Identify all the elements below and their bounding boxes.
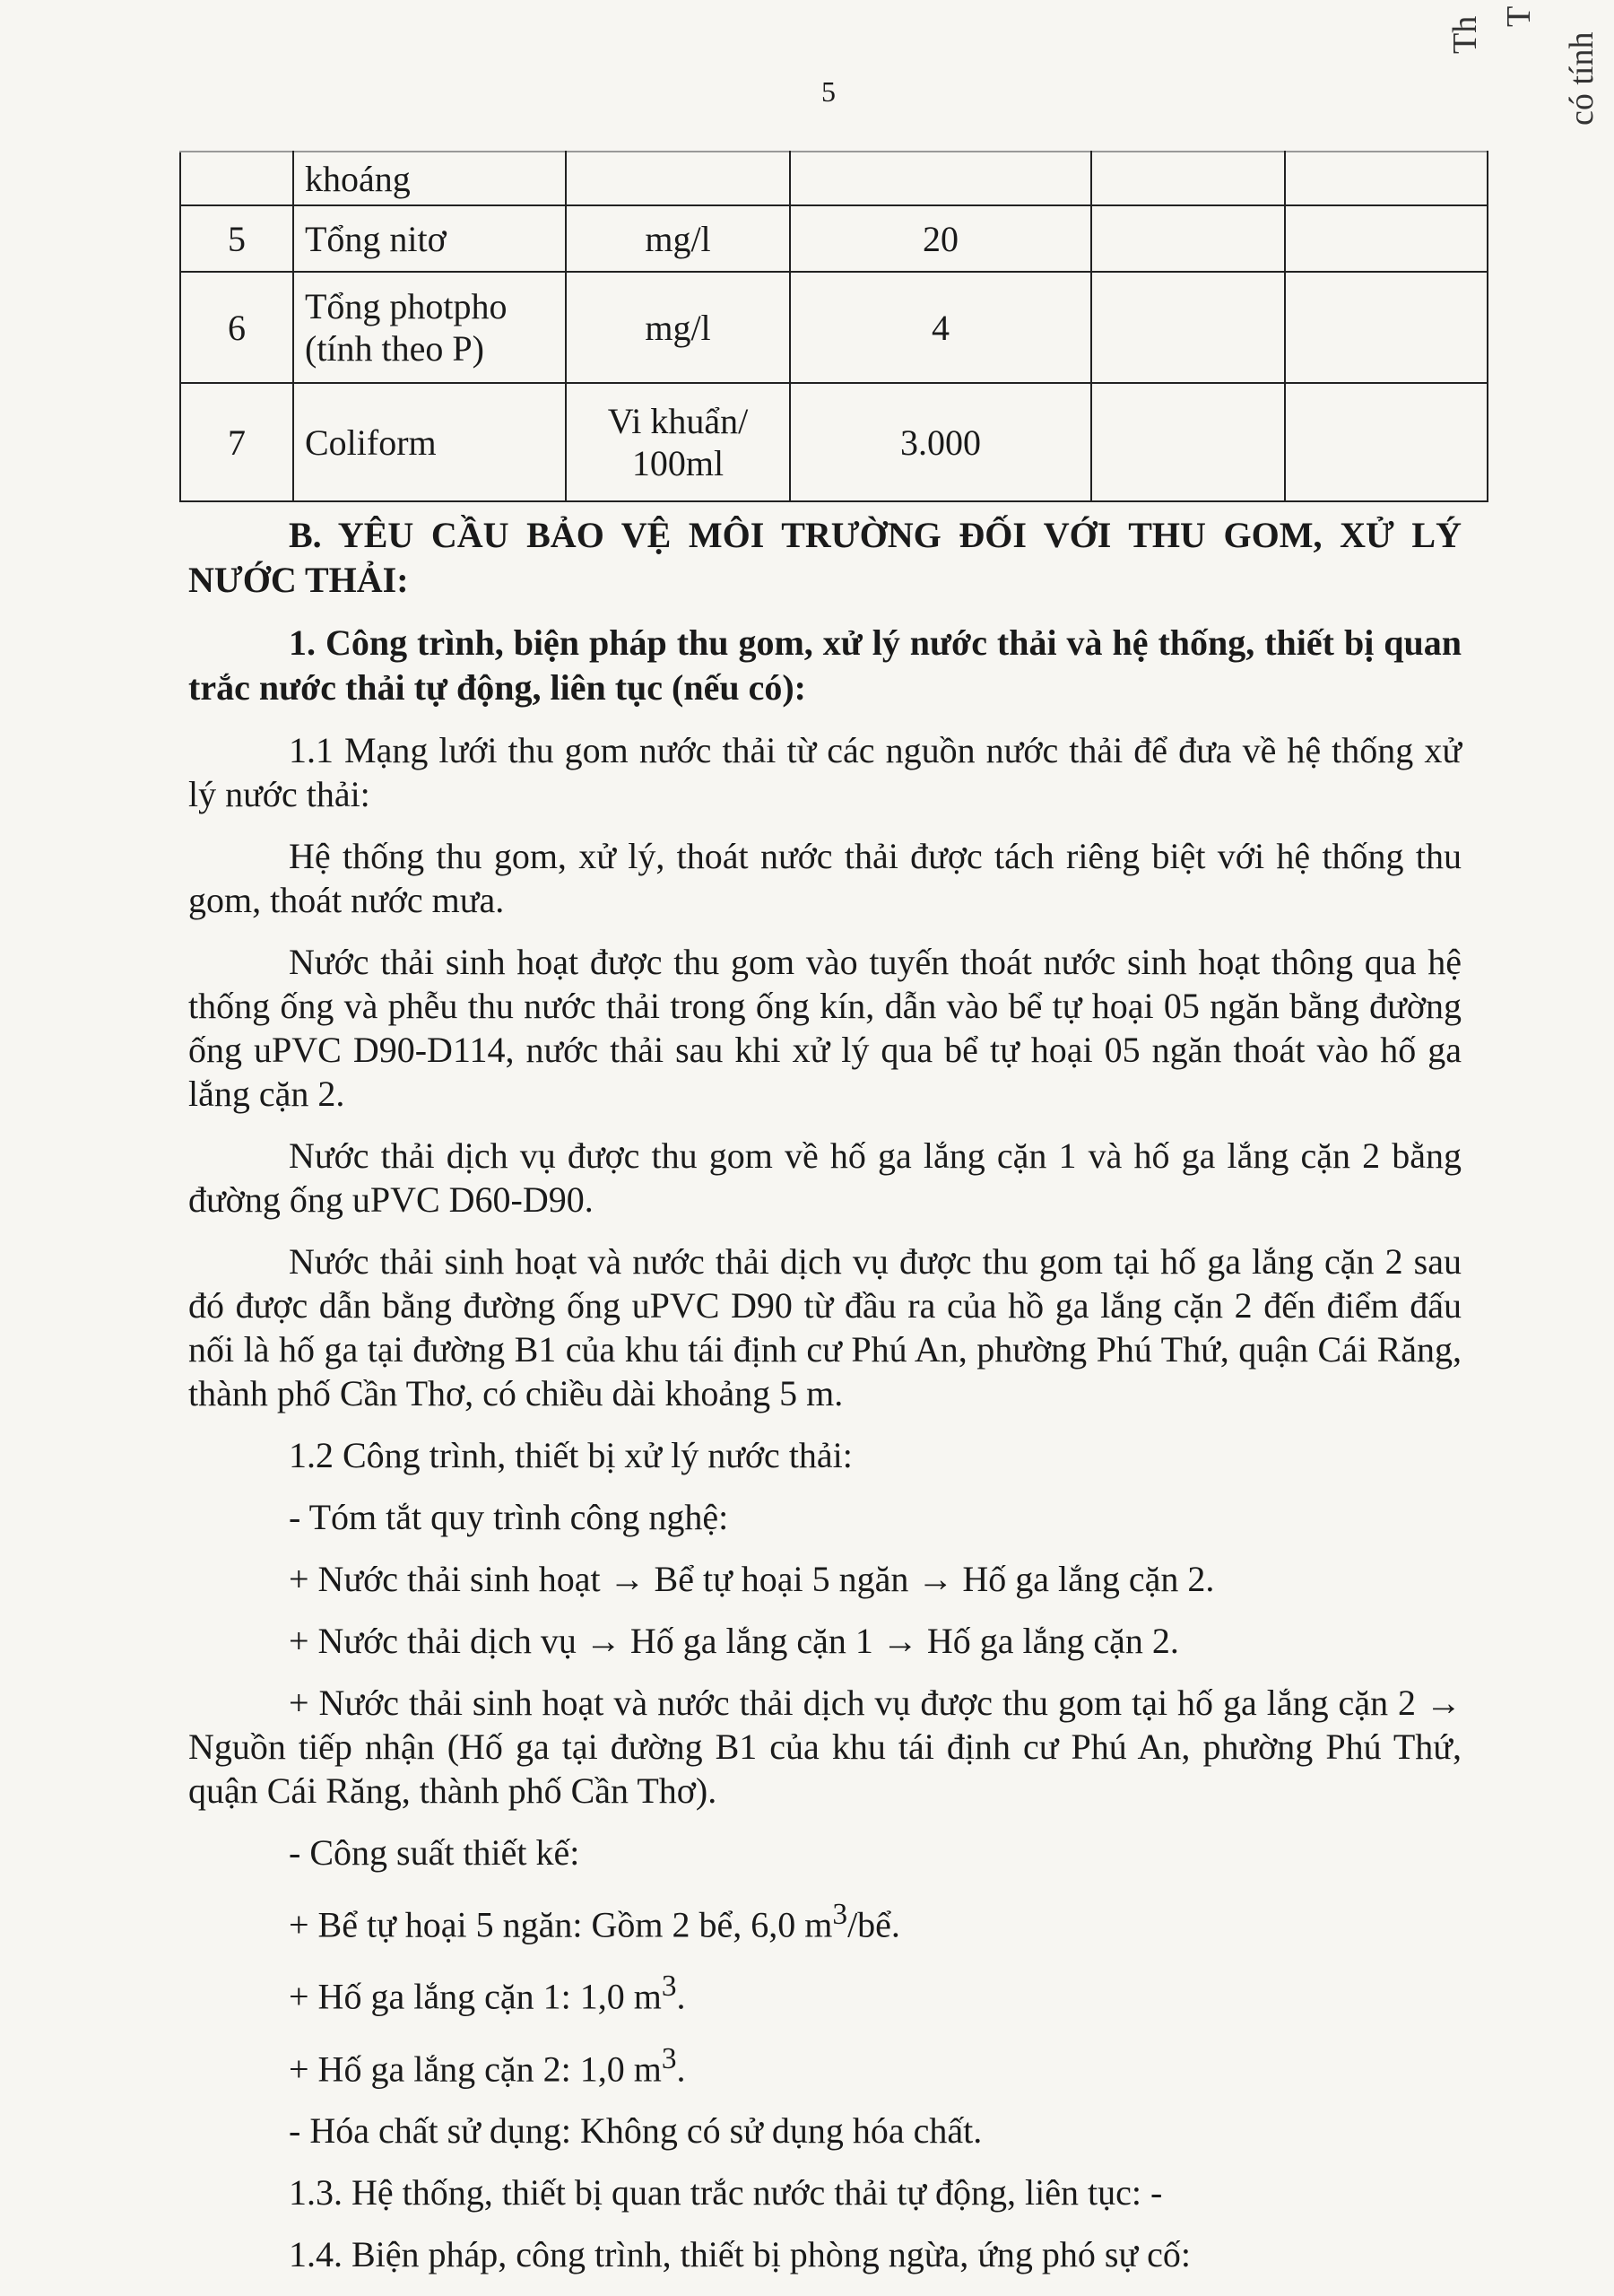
table-cell-empty — [1285, 383, 1488, 501]
table-cell-empty — [1091, 152, 1285, 205]
table-cell-stt: 6 — [180, 272, 293, 383]
superscript: 3 — [661, 2041, 677, 2075]
subsection-1-heading: 1. Công trình, biện pháp thu gom, xử lý nước thải và hệ thống, thiết bị quan trắc nước thải tự động, liên tục (nếu có): — [188, 622, 1462, 708]
capacity-text: . — [676, 2048, 686, 2089]
table-cell-unit — [566, 152, 790, 205]
table-cell-empty — [1285, 152, 1488, 205]
table-cell-unit: mg/l — [566, 272, 790, 383]
superscript: 3 — [832, 1898, 848, 1931]
paragraph-process-summary: - Tóm tắt quy trình công nghệ: — [289, 1497, 729, 1537]
capacity-item — [188, 1892, 1462, 1946]
paragraph-design-capacity: - Công suất thiết kế: — [289, 1832, 580, 1873]
table-cell-unit: mg/l — [566, 205, 790, 272]
table-row — [180, 383, 1488, 501]
paragraph-chemicals: - Hóa chất sử dụng: Không có sử dụng hóa chất. — [289, 2109, 983, 2151]
margin-text-fragment: Th — [1446, 15, 1484, 54]
margin-text-fragment: có tính — [1563, 31, 1601, 126]
capacity-item — [188, 1964, 1462, 2018]
parameter-table — [179, 151, 1488, 502]
table-cell-empty — [1285, 272, 1488, 383]
process-flow-item: + Nước thải sinh hoạt → Bể tự hoại 5 ngăn → Hố ga lắng cặn 2. — [289, 1559, 1215, 1599]
capacity-item — [188, 2037, 1462, 2091]
paragraph-1-3: 1.3. Hệ thống, thiết bị quan trắc nước thải tự động, liên tục: - — [289, 2171, 1163, 2213]
capacity-text: + Hố ga lắng cặn 1: 1,0 m — [289, 1976, 662, 2017]
capacity-text: . — [676, 1976, 686, 2017]
paragraph-1-4: 1.4. Biện pháp, công trình, thiết bị phòng ngừa, ứng phó sự cố: — [289, 2233, 1192, 2274]
table-cell-value — [790, 152, 1091, 205]
process-flow-item: + Nước thải sinh hoạt và nước thải dịch vụ được thu gom tại hố ga lắng cặn 2 → Nguồn tiếp nhận (Hố ga tại đường B1 của khu tái định cư Phú An, phường Phú Thứ, quận Cái Răng, thành phố Cần Thơ). — [188, 1683, 1462, 1811]
table-cell-value: 20 — [790, 205, 1091, 272]
table-cell-parameter: Tổng nitơ — [293, 205, 566, 272]
table-cell-parameter: Coliform — [293, 383, 566, 501]
paragraph-1-2: 1.2 Công trình, thiết bị xử lý nước thải: — [289, 1435, 853, 1475]
paragraph-separation: Hệ thống thu gom, xử lý, thoát nước thải được tách riêng biệt với hệ thống thu gom, thoát nước mưa. — [188, 836, 1462, 920]
page-number: 5 — [821, 75, 836, 108]
table-cell-empty — [1091, 272, 1285, 383]
table-cell-stt — [180, 152, 293, 205]
table-cell-empty — [1285, 205, 1488, 272]
table-cell-empty — [1091, 383, 1285, 501]
paragraph-1-1: 1.1 Mạng lưới thu gom nước thải từ các nguồn nước thải để đưa về hệ thống xử lý nước thải: — [188, 730, 1462, 814]
table-cell-stt: 7 — [180, 383, 293, 501]
paragraph-domestic-wastewater: Nước thải sinh hoạt được thu gom vào tuyến thoát nước sinh hoạt thông qua hệ thống ống và phễu thu nước thải trong ống kín, dẫn vào bể tự hoại 05 ngăn bằng đường ống uPVC D90-D114, nước thải sau khi xử lý qua bể tự hoại 05 ngăn thoát vào hố ga lắng cặn 2. — [188, 942, 1462, 1114]
table-cell-empty — [1091, 205, 1285, 272]
paragraph-service-wastewater: Nước thải dịch vụ được thu gom về hố ga lắng cặn 1 và hố ga lắng cặn 2 bằng đường ống uPVC D60-D90. — [188, 1135, 1462, 1220]
table-row — [180, 205, 1488, 272]
section-b-heading: B. YÊU CẦU BẢO VỆ MÔI TRƯỜNG ĐỐI VỚI THU GOM, XỬ LÝ NƯỚC THẢI: — [188, 515, 1462, 600]
capacity-text: /bể. — [847, 1904, 900, 1945]
table-cell-value: 4 — [790, 272, 1091, 383]
margin-text-fragment: T — [1500, 5, 1538, 27]
table-cell-unit: Vi khuẩn/ 100ml — [566, 383, 790, 501]
table-row — [180, 152, 1488, 205]
table-cell-stt: 5 — [180, 205, 293, 272]
paragraph-discharge-connection: Nước thải sinh hoạt và nước thải dịch vụ được thu gom tại hố ga lắng cặn 2 sau đó được dẫn bằng đường ống uPVC D90 từ đầu ra của hồ ga lắng cặn 2 đến điểm đấu nối là hố ga tại đường B1 của khu tái định cư Phú An, phường Phú Thứ, quận Cái Răng, thành phố Cần Thơ, có chiều dài khoảng 5 m. — [188, 1241, 1462, 1413]
table-cell-parameter: khoáng — [293, 152, 566, 205]
table-row — [180, 272, 1488, 383]
document-body — [188, 513, 1462, 2276]
table-cell-parameter: Tổng photpho (tính theo P) — [293, 272, 566, 383]
superscript: 3 — [661, 1970, 677, 2004]
capacity-text: + Bể tự hoại 5 ngăn: Gồm 2 bể, 6,0 m — [289, 1904, 833, 1945]
process-flow-item: + Nước thải dịch vụ → Hố ga lắng cặn 1 → Hố ga lắng cặn 2. — [289, 1621, 1179, 1661]
table-cell-value: 3.000 — [790, 383, 1091, 501]
capacity-text: + Hố ga lắng cặn 2: 1,0 m — [289, 2048, 662, 2089]
